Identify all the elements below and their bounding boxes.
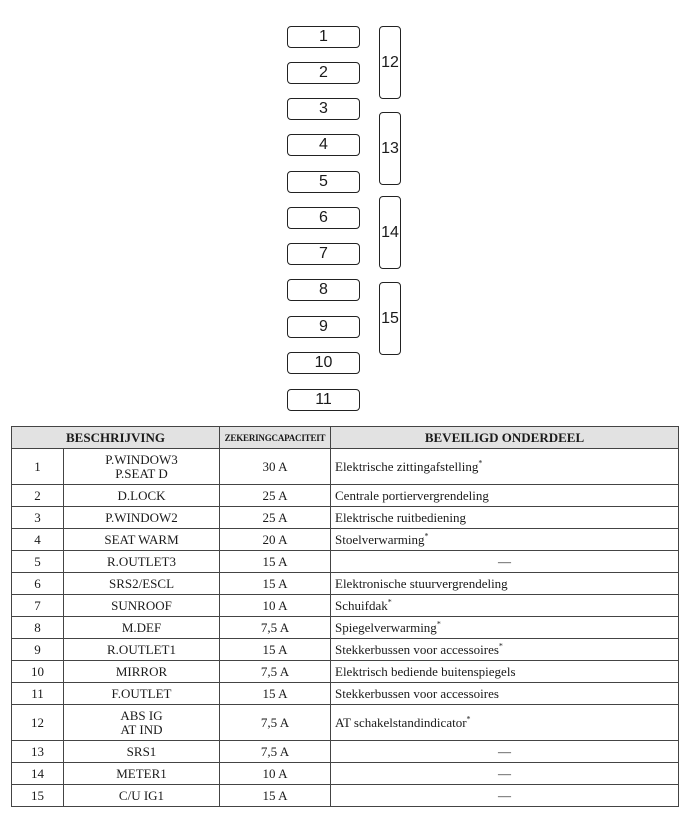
protected-part-label: — [498,743,511,759]
protected-part-label: — [498,765,511,781]
protected-part-label: Centrale portiervergrendeling [335,487,489,503]
fuse-number: 10 [12,661,64,683]
fuse-capacity: 7,5 A [220,617,331,639]
fuse-description [64,617,220,639]
fuse-capacity: 15 A [220,639,331,661]
fuse-description-line: SRS1 [126,743,157,759]
table-row [12,763,679,785]
fuse-15: 15 [379,282,401,355]
protected-part-label: — [498,787,511,803]
protected-part [331,741,679,763]
fuse-description-line: M.DEF [121,619,162,635]
fuse-description [64,785,220,807]
fuse-number: 2 [12,485,64,507]
fuse-14: 14 [379,196,401,269]
fuse-capacity: 25 A [220,485,331,507]
fuse-description [64,763,220,785]
protected-part [331,529,679,551]
fuse-3: 3 [287,98,360,120]
fuse-description [64,449,220,485]
fuse-10: 10 [287,352,360,374]
fuse-description [64,551,220,573]
fuse-description-line: P.SEAT D [115,465,168,481]
table-row [12,551,679,573]
table-row [12,683,679,705]
table-row [12,617,679,639]
fuse-description [64,705,220,741]
fuse-description [64,485,220,507]
fuse-7: 7 [287,243,360,265]
fuse-8: 8 [287,279,360,301]
fuse-capacity: 10 A [220,763,331,785]
protected-part-label: Stekkerbussen voor accessoires [335,685,499,701]
fuse-number: 13 [12,741,64,763]
protected-part [331,785,679,807]
protected-part-label: Elektrische ruitbediening [335,509,467,525]
fuse-description-line: D.LOCK [117,487,166,503]
table-row [12,741,679,763]
fuse-9: 9 [287,316,360,338]
optional-marker: * [478,458,483,468]
fuse-description [64,683,220,705]
fuse-description-line: METER1 [116,765,167,781]
protected-part [331,485,679,507]
fuse-description [64,661,220,683]
fuse-11: 11 [287,389,360,411]
fuse-description-line: R.OUTLET3 [107,553,176,569]
fuse-description [64,529,220,551]
fuse-description-line: C/U IG1 [118,787,165,803]
fuse-capacity: 15 A [220,573,331,595]
fuse-capacity: 15 A [220,551,331,573]
protected-part [331,507,679,529]
fuse-description [64,595,220,617]
fuse-table [11,426,679,807]
fuse-capacity: 15 A [220,785,331,807]
table-row [12,661,679,683]
fuse-description-line: ABS IG [120,707,163,723]
protected-part-label: Schuifdak [335,597,388,613]
fuse-description [64,741,220,763]
protected-part [331,617,679,639]
fuse-number: 4 [12,529,64,551]
optional-marker: * [466,714,471,724]
fuse-number: 15 [12,785,64,807]
protected-part-label: Elektronische stuurvergrendeling [335,575,508,591]
fuse-13: 13 [379,112,401,185]
fuse-4: 4 [287,134,360,156]
table-row [12,595,679,617]
protected-part [331,705,679,741]
fuse-1: 1 [287,26,360,48]
fuse-number: 6 [12,573,64,595]
table-row [12,639,679,661]
fuse-description-line: P.WINDOW3 [105,451,178,467]
fuse-number: 7 [12,595,64,617]
protected-part [331,639,679,661]
protected-part-label: — [498,553,511,569]
protected-part-label: Stoelverwarming [335,531,425,547]
fuse-capacity: 20 A [220,529,331,551]
fuse-description-line: SEAT WARM [104,531,179,547]
fuse-2: 2 [287,62,360,84]
fuse-table-body [12,449,679,807]
protected-part-label: Elektrische zittingafstelling [335,458,479,474]
protected-part [331,661,679,683]
table-row [12,449,679,485]
table-row [12,785,679,807]
fuse-capacity: 30 A [220,449,331,485]
protected-part [331,573,679,595]
fuse-capacity: 10 A [220,595,331,617]
protected-part [331,683,679,705]
fuse-capacity: 15 A [220,683,331,705]
protected-part [331,449,679,485]
fuse-description-line: R.OUTLET1 [107,641,176,657]
optional-marker: * [424,531,429,541]
fuse-description [64,573,220,595]
table-row [12,573,679,595]
protected-part-label: Spiegelverwarming [335,619,437,635]
header-capacity: ZEKERINGCAPACITEIT [220,427,331,449]
protected-part [331,551,679,573]
table-row [12,507,679,529]
optional-marker: * [436,619,441,629]
optional-marker: * [387,597,392,607]
fuse-number: 14 [12,763,64,785]
protected-part-label: Stekkerbussen voor accessoires [335,641,499,657]
optional-marker: * [498,641,503,651]
fuse-capacity: 25 A [220,507,331,529]
fuse-capacity: 7,5 A [220,661,331,683]
fuse-description-line: SRS2/ESCL [108,575,175,591]
protected-part [331,595,679,617]
fuse-number: 9 [12,639,64,661]
fuse-number: 5 [12,551,64,573]
table-row [12,529,679,551]
fuse-number: 11 [12,683,64,705]
fuse-number: 3 [12,507,64,529]
header-description: BESCHRIJVING [12,427,220,449]
protected-part-label: AT schakelstandindicator [335,714,467,730]
fuse-number: 8 [12,617,64,639]
table-row [12,485,679,507]
fuse-6: 6 [287,207,360,229]
fuse-description-line: F.OUTLET [111,685,172,701]
protected-part-label: Elektrisch bediende buitenspiegels [335,663,516,679]
fuse-description-line: SUNROOF [111,597,172,613]
fuse-description [64,507,220,529]
fuse-capacity: 7,5 A [220,705,331,741]
fuse-capacity: 7,5 A [220,741,331,763]
protected-part [331,763,679,785]
fuse-description-line: AT IND [120,721,163,737]
fuse-5: 5 [287,171,360,193]
fuse-12: 12 [379,26,401,99]
fuse-description-line: P.WINDOW2 [105,509,178,525]
fuse-description-line: MIRROR [115,663,168,679]
header-protected-part: BEVEILIGD ONDERDEEL [331,427,679,449]
fuse-number: 1 [12,449,64,485]
fuse-number: 12 [12,705,64,741]
table-row [12,705,679,741]
fuse-description [64,639,220,661]
